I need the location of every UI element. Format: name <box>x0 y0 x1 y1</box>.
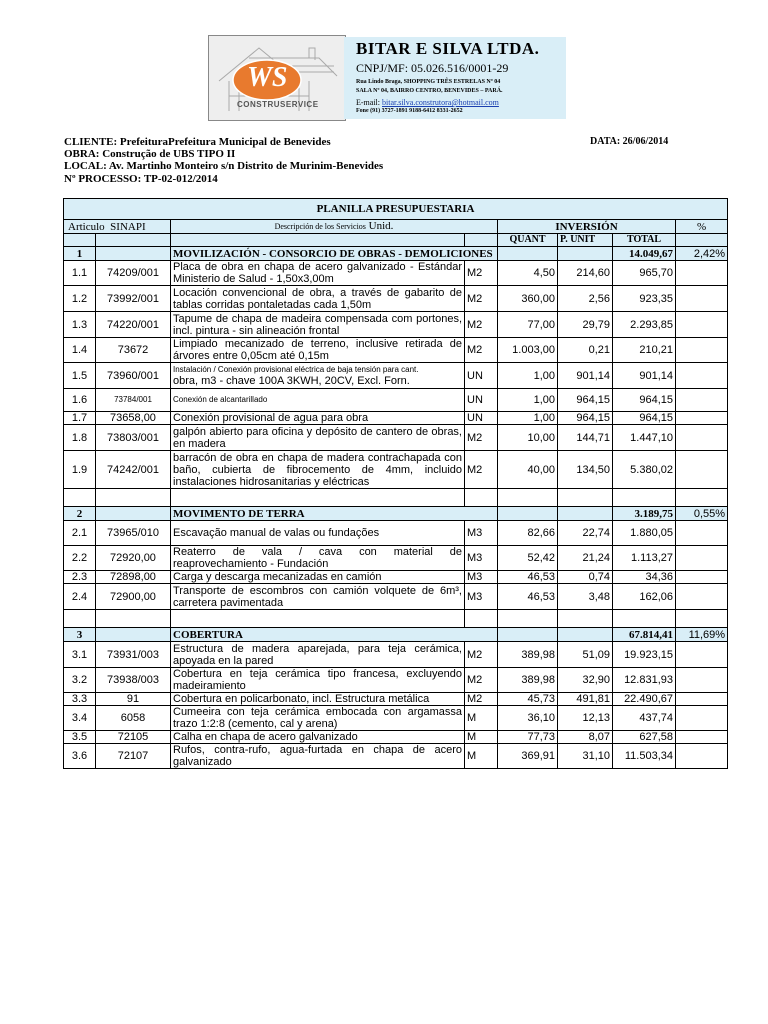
empty-cell <box>676 389 728 412</box>
item-description-text: galpón abierto para oficina y depósito de cantero de obras, en madera <box>173 425 462 450</box>
item-unit-price: 3,48 <box>558 584 613 610</box>
table-row <box>64 546 728 571</box>
item-sinapi: 72107 <box>96 744 171 769</box>
col-quant: QUANT <box>498 234 558 247</box>
item-quantity: 77,73 <box>498 731 558 744</box>
item-unit-price: 214,60 <box>558 261 613 286</box>
item-total: 1.113,27 <box>613 546 676 571</box>
empty-cell <box>676 363 728 389</box>
company-email-line <box>356 98 499 107</box>
empty-cell <box>558 507 613 521</box>
item-unit-price: 0,21 <box>558 338 613 363</box>
item-unit-price: 22,74 <box>558 521 613 546</box>
item-description-text: Locación convencional de obra, a través de gabarito de tablas corridas pontaletadas cada 1,50m <box>173 286 462 311</box>
section-title: MOVILIZACIÓN - CONSORCIO DE OBRAS - DEMOLICIONES <box>171 247 498 261</box>
item-description <box>171 363 465 389</box>
empty-cell <box>558 247 613 261</box>
empty-cell <box>171 489 465 507</box>
item-number: 2.1 <box>64 521 96 546</box>
item-number: 1.1 <box>64 261 96 286</box>
table-row <box>64 261 728 286</box>
table-row <box>64 706 728 731</box>
item-total: 627,58 <box>613 731 676 744</box>
empty-cell <box>613 489 676 507</box>
table-row <box>64 451 728 489</box>
item-sinapi: 72105 <box>96 731 171 744</box>
empty-cell <box>613 610 676 628</box>
item-description <box>171 286 465 312</box>
table-row <box>64 693 728 706</box>
item-sinapi: 73931/003 <box>96 642 171 668</box>
item-description-text: Calha en chapa de acero galvanizado <box>173 731 358 743</box>
section-total: 3.189,75 <box>613 507 676 521</box>
item-quantity: 46,53 <box>498 584 558 610</box>
item-description <box>171 584 465 610</box>
empty-cell <box>676 668 728 693</box>
company-address-line1: Rua Lindo Braga, SHOPPING TRÊS ESTRELAS Nº 04 <box>356 79 501 85</box>
item-sinapi: 73672 <box>96 338 171 363</box>
col-punit: P. UNIT <box>558 234 613 247</box>
item-description-small: Conexión de alcantarillado <box>173 395 268 404</box>
item-unit: M3 <box>465 571 498 584</box>
item-unit-price: 8,07 <box>558 731 613 744</box>
item-sinapi: 73803/001 <box>96 425 171 451</box>
item-number: 2.3 <box>64 571 96 584</box>
empty-cell <box>498 247 558 261</box>
empty-cell <box>96 610 171 628</box>
empty-cell <box>558 489 613 507</box>
item-description-text: barracón de obra en chapa de madera contrachapada con baño, cubierta de fibrocemento de 4mm, incluido instalaciones hidrosanitarias y eléctricas <box>173 451 462 488</box>
item-description <box>171 546 465 571</box>
empty-cell <box>676 521 728 546</box>
item-unit: M3 <box>465 521 498 546</box>
empty-cell <box>676 731 728 744</box>
section-title: COBERTURA <box>171 628 498 642</box>
empty-cell <box>96 628 171 642</box>
item-quantity: 46,53 <box>498 571 558 584</box>
section-title: MOVIMENTO DE TERRA <box>171 507 498 521</box>
empty-cell <box>676 234 728 247</box>
item-description-text: Reaterro de vala / cava con material de reaprovechamiento - Fundación <box>173 546 462 570</box>
item-unit: M2 <box>465 286 498 312</box>
item-unit: M3 <box>465 546 498 571</box>
section-total: 67.814,41 <box>613 628 676 642</box>
item-quantity: 10,00 <box>498 425 558 451</box>
item-number: 3.6 <box>64 744 96 769</box>
item-sinapi: 91 <box>96 693 171 706</box>
item-total: 19.923,15 <box>613 642 676 668</box>
item-unit-price: 144,71 <box>558 425 613 451</box>
empty-cell <box>465 610 498 628</box>
processo-line: Nº PROCESSO: TP-02-012/2014 <box>64 173 218 185</box>
table-row <box>64 312 728 338</box>
table-title: PLANILLA PRESUPUESTARIA <box>64 199 728 220</box>
item-sinapi: 74242/001 <box>96 451 171 489</box>
item-unit: M2 <box>465 338 498 363</box>
item-quantity: 389,98 <box>498 668 558 693</box>
item-quantity: 369,91 <box>498 744 558 769</box>
item-total: 437,74 <box>613 706 676 731</box>
item-number: 1.8 <box>64 425 96 451</box>
empty-cell <box>498 489 558 507</box>
item-sinapi: 72900,00 <box>96 584 171 610</box>
item-description <box>171 668 465 693</box>
empty-cell <box>64 489 96 507</box>
header-desc-unid <box>171 220 498 234</box>
item-sinapi: 73784/001 <box>96 389 171 412</box>
item-unit-price: 29,79 <box>558 312 613 338</box>
item-number: 2.2 <box>64 546 96 571</box>
item-quantity: 360,00 <box>498 286 558 312</box>
item-description-text: Escavação manual de valas ou fundações <box>173 527 380 539</box>
company-logo <box>208 35 346 121</box>
blank-row <box>64 489 728 507</box>
item-unit: M2 <box>465 693 498 706</box>
item-sinapi: 72920,00 <box>96 546 171 571</box>
item-description-text: obra, m3 - chave 100A 3KWH, 20CV, Excl. Forn. <box>173 374 410 387</box>
col-inversion: INVERSIÓN <box>498 220 676 234</box>
item-quantity: 1,00 <box>498 389 558 412</box>
empty-cell <box>498 610 558 628</box>
item-description <box>171 731 465 744</box>
item-quantity: 40,00 <box>498 451 558 489</box>
empty-cell <box>498 628 558 642</box>
col-total: TOTAL <box>613 234 676 247</box>
item-sinapi: 73658,00 <box>96 412 171 425</box>
item-total: 964,15 <box>613 412 676 425</box>
client-line: CLIENTE: PrefeituraPrefeitura Municipal de Benevides <box>64 136 331 148</box>
item-quantity: 1.003,00 <box>498 338 558 363</box>
item-unit: M <box>465 731 498 744</box>
table-row <box>64 286 728 312</box>
empty-cell <box>676 261 728 286</box>
item-total: 1.447,10 <box>613 425 676 451</box>
item-unit: M <box>465 706 498 731</box>
item-description-text: Placa de obra en chapa de acero galvanizado - Estándar Ministerio de Salud - 1,50x3,00m <box>173 261 462 285</box>
item-description <box>171 312 465 338</box>
item-unit-price: 964,15 <box>558 389 613 412</box>
item-quantity: 77,00 <box>498 312 558 338</box>
section-total: 14.049,67 <box>613 247 676 261</box>
blank-row <box>64 610 728 628</box>
section-number: 1 <box>64 247 96 261</box>
item-sinapi: 74209/001 <box>96 261 171 286</box>
empty-cell <box>676 584 728 610</box>
item-description <box>171 261 465 286</box>
empty-cell <box>96 247 171 261</box>
table-row <box>64 425 728 451</box>
item-total: 210,21 <box>613 338 676 363</box>
logo-text: WS <box>247 62 288 93</box>
item-number: 2.4 <box>64 584 96 610</box>
item-number: 1.3 <box>64 312 96 338</box>
table-row <box>64 744 728 769</box>
table-row <box>64 668 728 693</box>
date-line: DATA: 26/06/2014 <box>590 136 669 147</box>
item-quantity: 82,66 <box>498 521 558 546</box>
empty-cell <box>676 571 728 584</box>
item-total: 34,36 <box>613 571 676 584</box>
item-unit-price: 21,24 <box>558 546 613 571</box>
item-number: 3.1 <box>64 642 96 668</box>
item-description-text: Cobertura en teja cerámica tipo francesa, excluyendo madeiramiento <box>173 668 462 692</box>
empty-cell <box>96 234 171 247</box>
item-unit-price: 51,09 <box>558 642 613 668</box>
table-row <box>64 363 728 389</box>
item-quantity: 1,00 <box>498 412 558 425</box>
item-unit-price: 901,14 <box>558 363 613 389</box>
item-sinapi: 72898,00 <box>96 571 171 584</box>
section-percent: 2,42% <box>676 247 728 261</box>
empty-cell <box>64 610 96 628</box>
item-total: 12.831,93 <box>613 668 676 693</box>
item-description <box>171 744 465 769</box>
item-number: 3.2 <box>64 668 96 693</box>
empty-cell <box>465 234 498 247</box>
item-description <box>171 693 465 706</box>
item-total: 923,35 <box>613 286 676 312</box>
item-total: 22.490,67 <box>613 693 676 706</box>
empty-cell <box>558 628 613 642</box>
item-number: 3.3 <box>64 693 96 706</box>
header-articulo-sinapi <box>64 220 171 234</box>
item-unit: M2 <box>465 312 498 338</box>
item-description <box>171 389 465 412</box>
empty-cell <box>676 451 728 489</box>
item-quantity: 4,50 <box>498 261 558 286</box>
item-description <box>171 642 465 668</box>
item-unit-price: 31,10 <box>558 744 613 769</box>
item-sinapi: 74220/001 <box>96 312 171 338</box>
item-number: 3.5 <box>64 731 96 744</box>
item-description-text: Tapume de chapa de madeira compensada com portones, incl. pintura - sin alineación frontal <box>173 312 462 337</box>
item-description <box>171 521 465 546</box>
item-description <box>171 425 465 451</box>
item-unit: M2 <box>465 451 498 489</box>
item-unit: M2 <box>465 261 498 286</box>
item-description <box>171 571 465 584</box>
item-description <box>171 706 465 731</box>
empty-cell <box>64 234 96 247</box>
empty-cell <box>676 412 728 425</box>
item-description-text: Conexión provisional de agua para obra <box>173 412 369 424</box>
section-number: 3 <box>64 628 96 642</box>
empty-cell <box>676 489 728 507</box>
table-row <box>64 731 728 744</box>
item-description-text: Limpiado mecanizado de terreno, inclusive retirada de árvores entre 0,05cm até 0,15m <box>173 338 462 362</box>
item-description-text: Cobertura en policarbonato, incl. Estructura metálica <box>173 693 430 705</box>
item-quantity: 45,73 <box>498 693 558 706</box>
col-sinapi: SINAPI <box>110 220 146 233</box>
company-address-line2: SALA Nº 04, BAIRRO CENTRO, BENEVIDES – PARÁ. <box>356 88 503 94</box>
item-unit: M2 <box>465 642 498 668</box>
item-total: 162,06 <box>613 584 676 610</box>
item-unit: M2 <box>465 425 498 451</box>
budget-table <box>63 198 728 769</box>
company-phone: Fone (91) 3727-1891 9188-6412 8331-2652 <box>356 108 463 114</box>
empty-cell <box>676 312 728 338</box>
item-quantity: 1,00 <box>498 363 558 389</box>
empty-cell <box>676 425 728 451</box>
item-number: 1.9 <box>64 451 96 489</box>
empty-cell <box>676 744 728 769</box>
item-unit-price: 964,15 <box>558 412 613 425</box>
col-articulo: Articulo <box>68 220 105 233</box>
section-number: 2 <box>64 507 96 521</box>
section-percent: 0,55% <box>676 507 728 521</box>
item-total: 965,70 <box>613 261 676 286</box>
item-unit-price: 0,74 <box>558 571 613 584</box>
item-number: 1.7 <box>64 412 96 425</box>
logo-subtext: CONSTRUSERVICE <box>237 100 319 109</box>
item-total: 964,15 <box>613 389 676 412</box>
item-description <box>171 412 465 425</box>
table-row <box>64 642 728 668</box>
item-number: 1.5 <box>64 363 96 389</box>
item-unit: UN <box>465 389 498 412</box>
item-number: 3.4 <box>64 706 96 731</box>
table-row <box>64 584 728 610</box>
col-desc: Descripción de los Servicios <box>274 222 366 231</box>
item-number: 1.4 <box>64 338 96 363</box>
item-sinapi: 73965/010 <box>96 521 171 546</box>
item-description <box>171 451 465 489</box>
empty-cell <box>465 489 498 507</box>
empty-cell <box>498 507 558 521</box>
item-unit-price: 12,13 <box>558 706 613 731</box>
empty-cell <box>676 693 728 706</box>
empty-cell <box>676 642 728 668</box>
item-unit-price: 2,56 <box>558 286 613 312</box>
email-link[interactable]: bitar.silva.construtora@hotmail.com <box>382 98 499 107</box>
item-unit-price: 134,50 <box>558 451 613 489</box>
obra-line: OBRA: Construção de UBS TIPO II <box>64 148 236 160</box>
table-row <box>64 521 728 546</box>
item-description-small: Instalación / Conexión provisional eléctrica de baja tensión para cant. <box>173 364 419 374</box>
empty-cell <box>96 489 171 507</box>
company-cnpj: CNPJ/MF: 05.026.516/0001-29 <box>356 61 509 75</box>
item-unit: UN <box>465 412 498 425</box>
item-description-text: Cumeeira con teja cerámica embocada con argamassa trazo 1:2:8 (cemento, cal y arena) <box>173 706 462 730</box>
item-total: 11.503,34 <box>613 744 676 769</box>
item-description-text: Estructura de madera aparejada, para teja cerámica, apoyada en la pared <box>173 642 462 667</box>
item-total: 1.880,05 <box>613 521 676 546</box>
table-row <box>64 389 728 412</box>
item-description-text: Rufos, contra-rufo, agua-furtada en chapa de acero galvanizado <box>173 744 462 768</box>
item-unit: M <box>465 744 498 769</box>
item-total: 5.380,02 <box>613 451 676 489</box>
section-percent: 11,69% <box>676 628 728 642</box>
item-description-text: Transporte de escombros con camión volquete de 6m³, carretera pavimentada <box>173 584 462 609</box>
item-unit: UN <box>465 363 498 389</box>
item-description <box>171 338 465 363</box>
item-sinapi: 73960/001 <box>96 363 171 389</box>
item-unit-price: 32,90 <box>558 668 613 693</box>
item-number: 1.6 <box>64 389 96 412</box>
empty-cell <box>676 610 728 628</box>
table-row <box>64 338 728 363</box>
item-quantity: 36,10 <box>498 706 558 731</box>
item-number: 1.2 <box>64 286 96 312</box>
section-row <box>64 507 728 521</box>
section-row <box>64 247 728 261</box>
company-info-box <box>344 37 566 119</box>
empty-cell <box>171 234 465 247</box>
section-row <box>64 628 728 642</box>
empty-cell <box>171 610 465 628</box>
item-quantity: 389,98 <box>498 642 558 668</box>
empty-cell <box>676 338 728 363</box>
empty-cell <box>676 286 728 312</box>
table-row <box>64 571 728 584</box>
item-description-text: Carga y descarga mecanizadas en camión <box>173 571 382 583</box>
item-unit-price: 491,81 <box>558 693 613 706</box>
item-sinapi: 6058 <box>96 706 171 731</box>
local-line: LOCAL: Av. Martinho Monteiro s/n Distrito de Murinim-Benevides <box>64 160 384 172</box>
item-unit: M2 <box>465 668 498 693</box>
empty-cell <box>676 706 728 731</box>
table-row <box>64 412 728 425</box>
col-percent: % <box>676 220 728 234</box>
company-name: BITAR E SILVA LTDA. <box>356 39 540 58</box>
item-total: 2.293,85 <box>613 312 676 338</box>
item-total: 901,14 <box>613 363 676 389</box>
email-label: E-mail: <box>356 98 380 107</box>
empty-cell <box>676 546 728 571</box>
empty-cell <box>96 507 171 521</box>
item-unit: M3 <box>465 584 498 610</box>
item-quantity: 52,42 <box>498 546 558 571</box>
item-sinapi: 73938/003 <box>96 668 171 693</box>
item-sinapi: 73992/001 <box>96 286 171 312</box>
col-unid: Unid. <box>368 220 394 232</box>
empty-cell <box>558 610 613 628</box>
